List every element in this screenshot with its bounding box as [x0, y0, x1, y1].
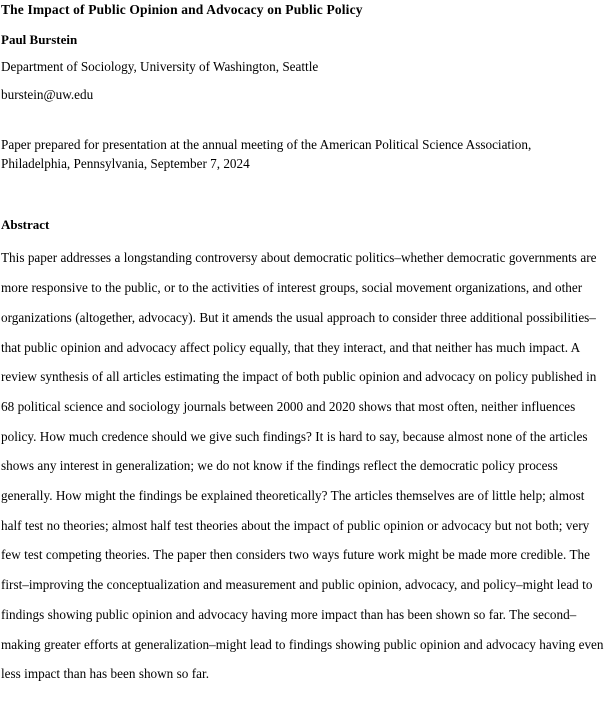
- author-affiliation: Department of Sociology, University of Washington, Seattle: [1, 59, 319, 74]
- presentation-note: Paper prepared for presentation at the annual meeting of the American Political Science Association, Philadelphia, Pennsylvania, September 7, 2024: [1, 137, 532, 172]
- paper-title: The Impact of Public Opinion and Advocacy on Public Policy: [1, 2, 363, 17]
- author-email[interactable]: burstein@uw.edu: [1, 87, 94, 102]
- author-name: Paul Burstein: [1, 32, 78, 47]
- document-page: [0, 2, 608, 702]
- abstract-body: This paper addresses a longstanding controversy about democratic politics–whether democratic governments are more responsive to the public, or to the activities of interest groups, social movement organizations, and other organizations (altogether, advocacy). But it amends the usual approach to consider three additional possibilities–that public opinion and advocacy affect policy equally, that they interact, and that neither has much impact. A review synthesis of all articles estimating the impact of both public opinion and advocacy on policy published in 68 political science and sociology journals between 2000 and 2020 shows that most often, neither influences policy. How much credence should we give such findings? It is hard to say, because almost none of the articles shows any interest in generalization; we do not know if the findings reflect the democratic policy process generally. How might the findings be explained theoretically? The articles themselves are of little help; almost half test no theories; almost half test theories about the impact of public opinion or advocacy but not both; very few test competing theories. The paper then considers two ways future work might be made more credible. The first–improving the conceptualization and measurement and public opinion, advocacy, and policy–might lead to findings showing public opinion and advocacy having more impact than has been shown so far. The second–making greater efforts at generalization–might lead to findings showing public opinion and advocacy having even less impact than has been shown so far.: [1, 250, 604, 682]
- abstract-heading: Abstract: [1, 217, 50, 233]
